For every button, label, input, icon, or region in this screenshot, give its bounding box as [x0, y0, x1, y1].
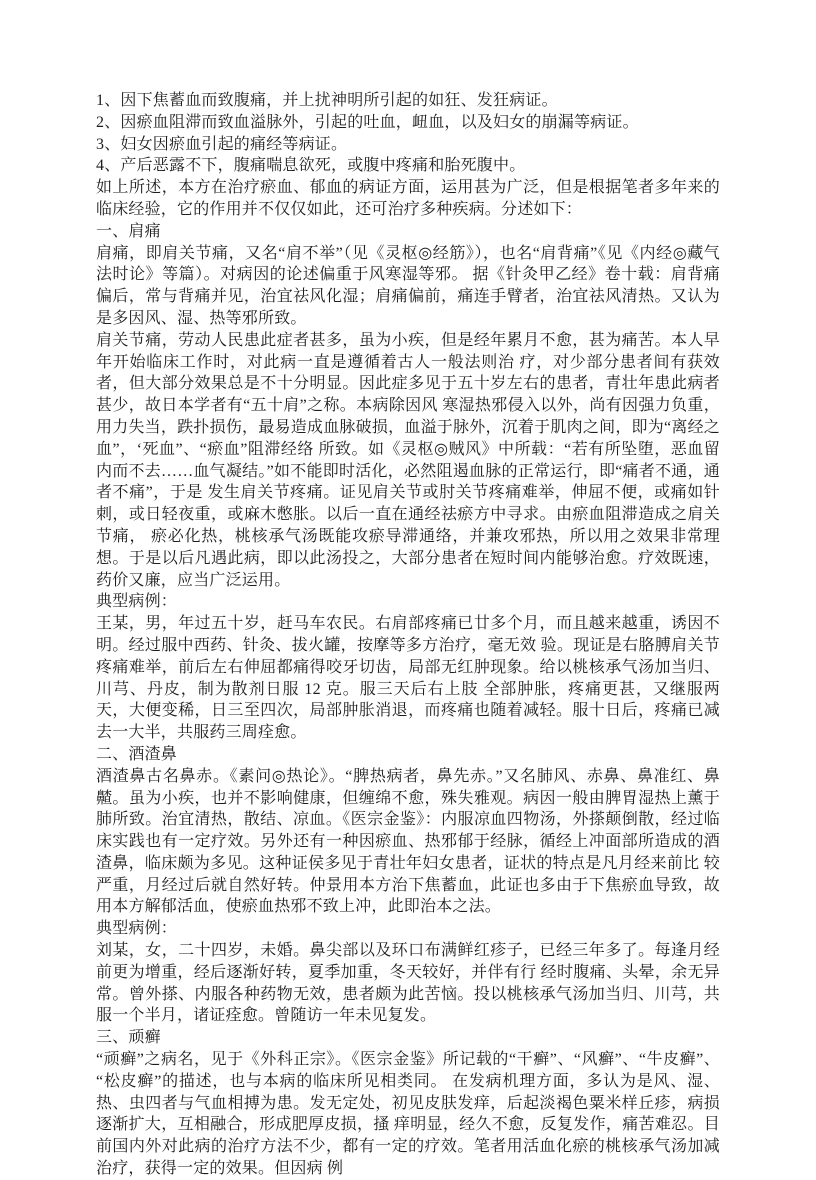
paragraph: 王某，男，年过五十岁，赶马车农民。右肩部疼痛已廿多个月，而且越来越重，诱因不明。经过服中西药、针灸、拔火罐，按摩等多方治疗，毫无效 验。现证是右胳膊肩关节疼痛难举，前后左右伸屈都痛得咬牙切齿，局部无红肿现象。给以桃核承气汤加当归、川芎、丹皮，制为散剂日服 12 克。服三天后右上肢 全部肿胀，疼痛更甚，又继服两天，大便变稀，日三至四次，局部肿胀消退，而疼痛也随着减轻。服十日后，疼痛已减去一大半，共服药三周痊愈。 [96, 615, 720, 742]
section-heading: 一、肩痛 [96, 222, 161, 240]
paragraph: 肩关节痛，劳动人民患此症者甚多，虽为小疾，但是经年累月不愈，甚为痛苦。本人早年开始临床工作时，对此病一直是遵循着古人一般法则治 疗，对少部分患者间有获效者，但大部分效果总是不十分明显。因此症多见于五十岁左右的患者，青壮年患此病者甚少，故日本学者有“五十肩”之称。本病除因风 寒湿热邪侵入以外，尚有因强力负重，用力失当，跌扑损伤，最易造成血脉破损，血溢于脉外，沉着于肌肉之间，即为“离经之血”，‘死血”、“瘀血”阻滞经络 所致。如《灵枢◎贼风》中所载：“若有所坠堕，恶血留内而不去……血气凝结。”如不能即时活化，必然阻遏血脉的正常运行，即“痛者不通，通者不痛”，于是 发生肩关节疼痛。证见肩关节或肘关节疼痛难举，伸屈不便，或痛如针刺，或日轻夜重，或麻木憋胀。以后一直在通经祛瘀方中寻求。由瘀血阻滞造成之肩关节痛， 瘀必化热，桃核承气汤既能攻瘀导滞通络，并兼攻邪热，所以用之效果非常理想。于是以后凡遇此病，即以此汤投之，大部分患者在短时间内能够治愈。疗效既速， 药价又廉，应当广泛运用。 [96, 331, 720, 589]
section-heading: 三、顽癣 [96, 1029, 161, 1047]
list-item: 1、因下焦蓄血而致腹痛，并上扰神明所引起的如狂、发狂病证。 [96, 92, 558, 109]
paragraph: 如上所述，本方在治疗瘀血、郁血的病证方面，运用甚为广泛，但是根据笔者多年来的临床经验，它的作用并不仅仅如此，还可治疗多种疾病。分述如下： [96, 179, 720, 218]
list-item: 2、因瘀血阻滞而致血溢脉外，引起的吐血，衄血，以及妇女的崩漏等病证。 [96, 113, 639, 131]
paragraph: 典型病例： [96, 593, 178, 611]
paragraph: 肩痛，即肩关节痛，又名“肩不举”（见《灵枢◎经筋》），也名“肩背痛”《见《内经◎藏气法时论》等篇）。对病因的论述偏重于风寒湿等邪。 据《针灸甲乙经》卷十载：肩背痛偏后，常与背痛并见，治宜祛风化湿；肩痛偏前，痛连手臂者，治宜祛风清热。又认为是多因风、湿、热等邪所致。 [96, 244, 720, 327]
paragraph: “顽癣”之病名，见于《外科正宗》。《医宗金鉴》所记载的“干癣”、“风癣”、“牛皮癣”、“松皮癣”的描述，也与本病的临床所见相类同。 在发病机理方面，多认为是风、湿、热、虫四者与气血相搏为患。发无定处，初见皮肤发痒，后起淡褐色粟米样丘疹，病损逐渐扩大，互相融合，形成肥厚皮损，搔 痒明显，经久不愈，反复发作，痛苦难忍。目前国内外对此病的治疗方法不少，都有一定的疗效。笔者用活血化瘀的桃核承气汤加减治疗，获得一定的效果。但因病 例 [96, 1051, 720, 1178]
paragraph: 典型病例： [96, 920, 178, 938]
list-item: 4、产后恶露不下，腹痛喘息欲死，或腹中疼痛和胎死腹中。 [96, 157, 526, 175]
section-heading: 二、酒渣鼻 [96, 745, 178, 763]
list-item: 3、妇女因瘀血引起的痛经等病证。 [96, 135, 348, 153]
document-content [96, 90, 720, 1180]
paragraph: 酒渣鼻古名鼻赤。《素问◎热论》。“脾热病者，鼻先赤。”又名肺风、赤鼻、鼻准红、鼻齄。虽为小疾，也并不影响健康，但缠绵不愈，殊失雅观。病因一般由脾胃湿热上薰于肺所致。治宜清热，散结、凉血。《医宗金鉴》：内服凉血四物汤，外搽颠倒散，经过临床实践也有一定疗效。另外还有一种因瘀血、热邪郁于经脉，循经上冲面部所造成的酒渣鼻，临床颇为多见。这种证侯多见于青壮年妇女患者，证状的特点是凡月经来前比 较严重，月经过后就自然好转。仲景用本方治下焦蓄血，此证也多由于下焦瘀血导致，故用本方解郁活血，使瘀血热邪不致上冲，此即治本之法。 [96, 767, 720, 916]
paragraph: 刘某，女，二十四岁，未婚。鼻尖部以及环口布满鲜红疹子，已经三年多了。每逢月经前更为增重，经后逐渐好转，夏季加重，冬天较好，并伴有行 经时腹痛、头晕，余无异常。曾外搽、内服各种药物无效，患者颇为此苦恼。投以桃核承气汤加当归、川芎，共服一个半月，诸证痊愈。曾随访一年未见复发。 [96, 942, 720, 1025]
